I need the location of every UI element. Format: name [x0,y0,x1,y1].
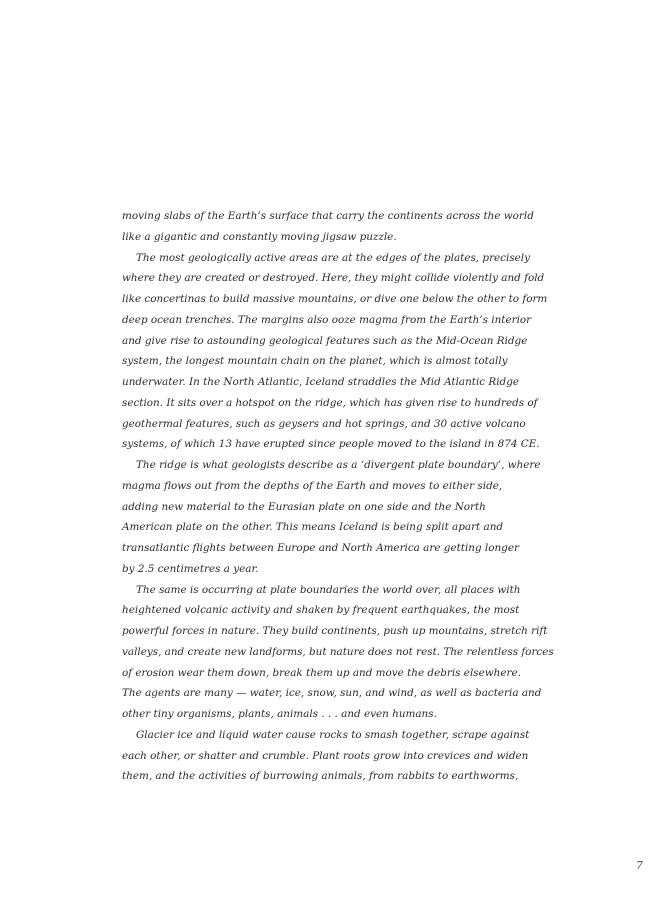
text-line: The same is occurring at plate boundaries the world over, all places with [136,583,521,596]
text-line: moving slabs of the Earth’s surface that carry the continents across the world [122,210,534,222]
text-line: of erosion wear them down, break them up and move the debris elsewhere. [122,666,521,679]
text-line: heightened volcanic activity and shaken by frequent earthquakes, the most [122,604,520,617]
text-line: valleys, and create new landforms, but nature does not rest. The relentless forces [122,645,554,658]
text-line: like a gigantic and constantly moving jigsaw puzzle. [122,230,397,243]
text-line: geothermal features, such as geysers and hot springs, and 30 active volcano [122,417,526,430]
text-line: underwater. In the North Atlantic, Iceland straddles the Mid Atlantic Ridge [122,376,520,388]
page-number: 7 [636,859,643,872]
text-line: American plate on the other. This means Iceland is being split apart and [122,521,504,534]
text-line: The agents are many — water, ice, snow, sun, and wind, as well as bacteria and [122,687,542,700]
text-line: each other, or shatter and crumble. Plant roots grow into crevices and widen [122,749,529,762]
text-line: section. It sits over a hotspot on the ridge, which has given rise to hundreds of [122,396,538,409]
text-line: transatlantic flights between Europe and North America are getting longer [122,542,519,554]
text-line: deep ocean trenches. The margins also ooze magma from the Earth’s interior [122,313,532,326]
text-line: Glacier ice and liquid water cause rocks to smash together, scrape against [136,728,530,741]
text-line: and give rise to astounding geological features such as the Mid-Ocean Ridge [122,334,528,347]
text-line: other tiny organisms, plants, animals . . . and even humans. [122,708,437,720]
text-line: them, and the activities of burrowing animals, from rabbits to earthworms, [122,770,519,783]
text-line: like concertinas to build massive mountains, or dive one below the other to form [122,293,548,305]
text-line: systems, of which 13 have erupted since people moved to the island in 874 CE. [122,438,540,451]
text-line: powerful forces in nature. They build continents, push up mountains, stretch rift [122,625,548,637]
text-line: system, the longest mountain chain on the planet, which is almost totally [122,355,508,368]
text-line: by 2.5 centimetres a year. [122,562,259,575]
text-line: adding new material to the Eurasian plate on one side and the North [122,500,486,513]
text-line: where they are created or destroyed. Here, they might collide violently and fold [122,272,545,285]
text-line: The most geologically active areas are at the edges of the plates, precisely [136,251,530,264]
text-line: The ridge is what geologists describe as a ‘divergent plate boundary’, where [136,459,541,471]
body-text [122,206,554,787]
text-line: magma flows out from the depths of the Earth and moves to either side, [122,479,503,492]
